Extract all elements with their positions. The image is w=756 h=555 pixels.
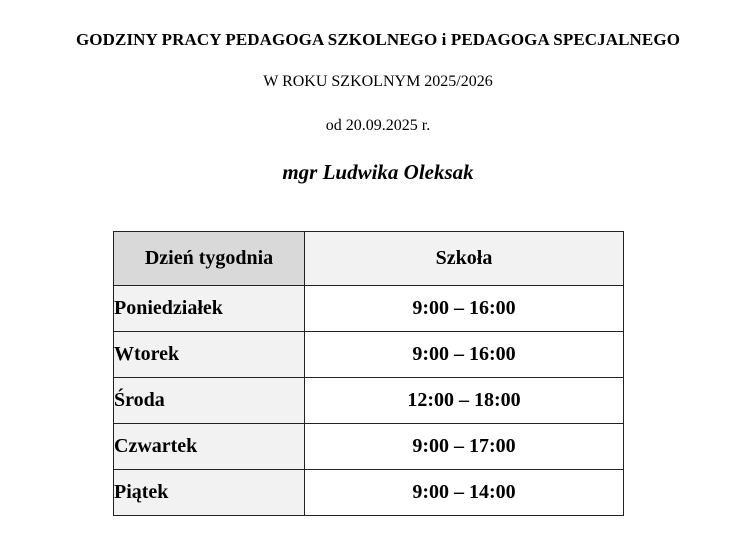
table-header-row (114, 232, 624, 286)
hours-cell: 9:00 – 14:00 (305, 470, 624, 516)
hours-cell: 9:00 – 16:00 (305, 286, 624, 332)
day-cell: Czwartek (114, 424, 305, 470)
day-cell: Środa (114, 378, 305, 424)
hours-cell: 12:00 – 18:00 (305, 378, 624, 424)
day-cell: Piątek (114, 470, 305, 516)
header-hours: Szkoła (305, 232, 624, 286)
document-title: GODZINY PRACY PEDAGOGA SZKOLNEGO i PEDAGOGA SPECJALNEGO (75, 30, 681, 49)
table-row (114, 424, 624, 470)
table-row (114, 470, 624, 516)
table-row (114, 332, 624, 378)
teacher-name: mgr Ludwika Oleksak (282, 160, 474, 184)
header-day: Dzień tygodnia (114, 232, 305, 286)
day-cell: Wtorek (114, 332, 305, 378)
schedule-table (113, 231, 624, 516)
school-year-subtitle: W ROKU SZKOLNYM 2025/2026 (263, 73, 493, 90)
hours-cell: 9:00 – 17:00 (305, 424, 624, 470)
effective-date: od 20.09.2025 r. (325, 117, 431, 134)
day-cell: Poniedziałek (114, 286, 305, 332)
table-row (114, 286, 624, 332)
table-row (114, 378, 624, 424)
hours-cell: 9:00 – 16:00 (305, 332, 624, 378)
